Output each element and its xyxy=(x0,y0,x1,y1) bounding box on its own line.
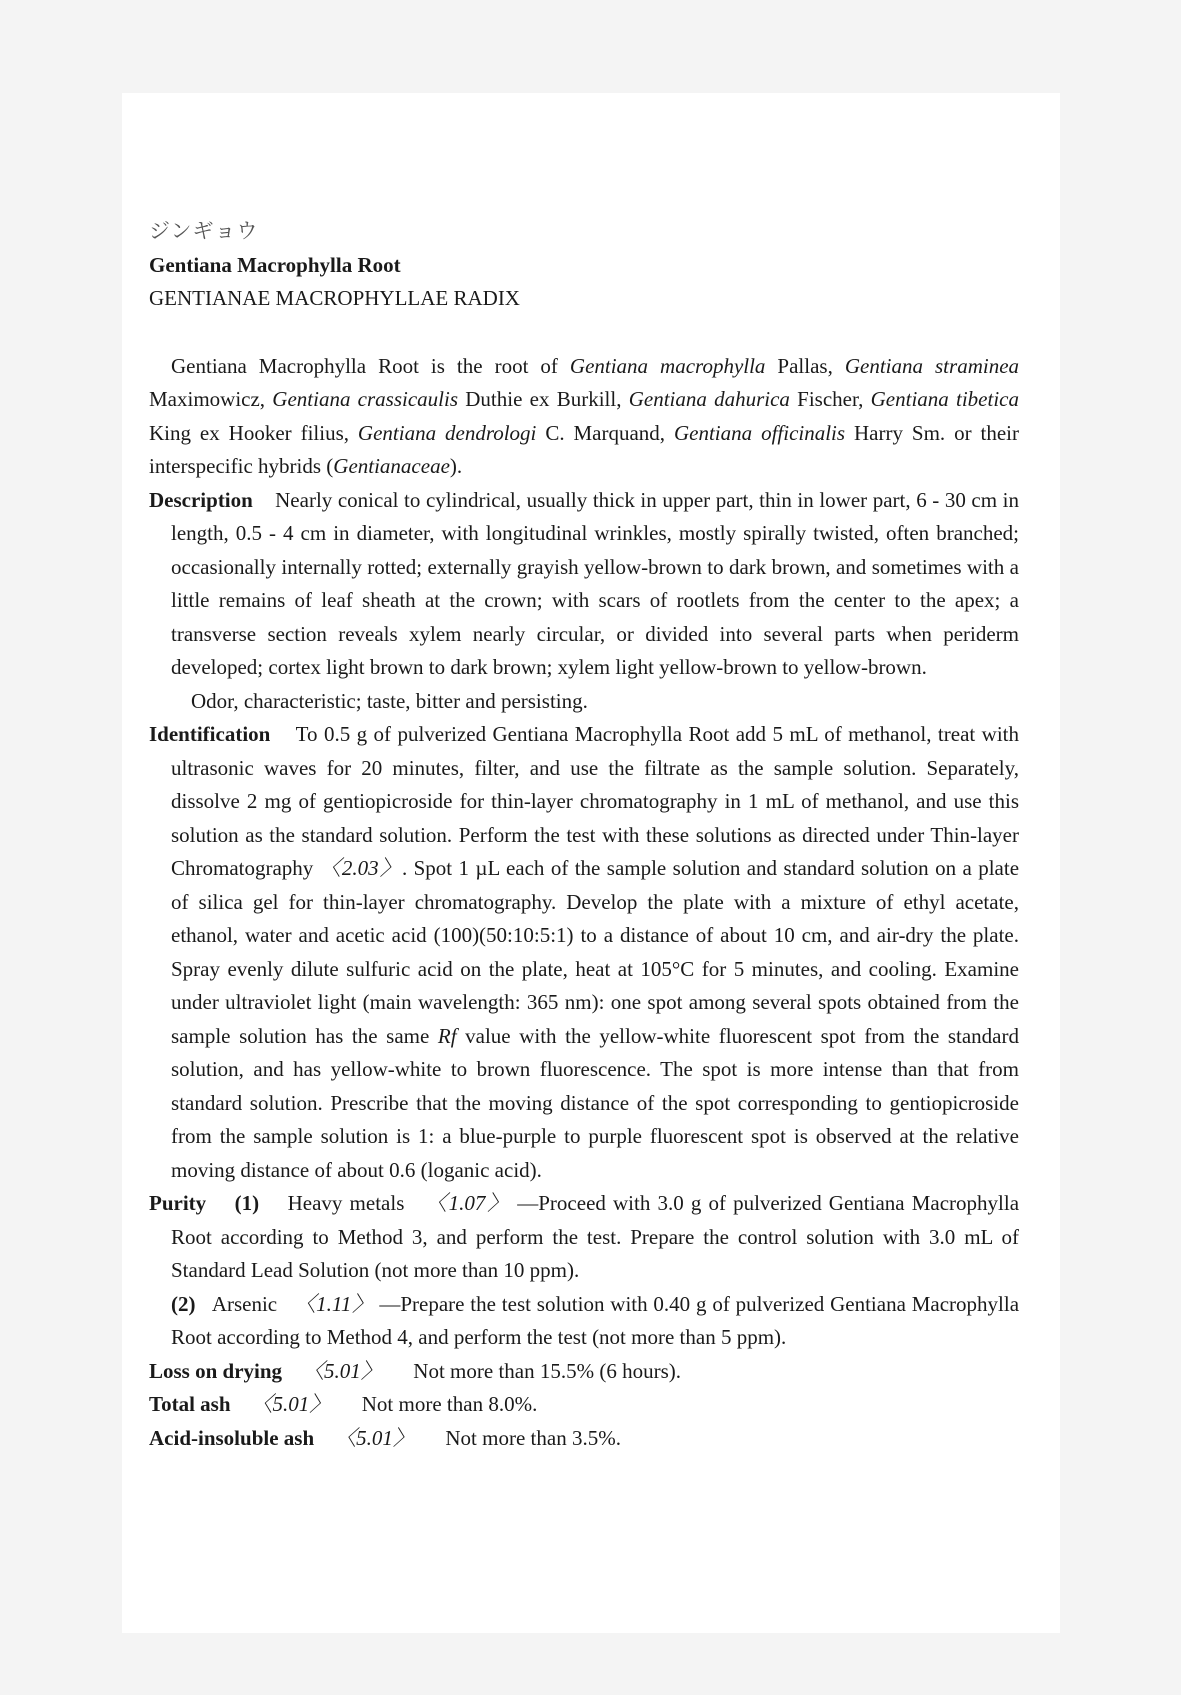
species-name: Gentiana officinalis xyxy=(673,420,846,445)
purity-section xyxy=(149,1187,1019,1288)
loss-on-drying-section xyxy=(149,1355,1019,1389)
intro-text: King ex Hooker filius, xyxy=(149,420,358,445)
intro-text: Harry Sm. or their interspecific hybrids ( xyxy=(149,420,1019,478)
species-name: Gentiana straminea xyxy=(844,353,1020,378)
item-number: (1) xyxy=(234,1191,260,1215)
species-name: Gentiana macrophylla xyxy=(569,353,766,378)
description-text: Nearly conical to cylindrical, usually thick in upper part, thin in lower part, 6 - 30 cm in length, 0.5 - 4 cm in diameter, with longitudinal wrinkles, mostly spirally twisted, often branched; occasionally internally rotted; externally grayish yellow-brown to dark brown, and sometimes with a little remains of leaf sheath at the crown; with scars of rootlets from the center to the apex; a transverse section reveals xylem nearly circular, or divided into several parts when periderm developed; cortex light brown to dark brown; xylem light yellow-brown to yellow-brown. xyxy=(171,487,1019,679)
document-page xyxy=(122,93,1060,1633)
species-name: Gentiana dendrologi xyxy=(357,420,537,445)
section-heading: Description xyxy=(149,487,253,512)
species-name: Gentiana tibetica xyxy=(870,387,1019,411)
total-ash-section xyxy=(149,1388,1019,1422)
general-test-reference: 〈5.01〉 xyxy=(303,1358,382,1383)
general-test-reference: 〈5.01〉 xyxy=(335,1425,414,1450)
origin-paragraph xyxy=(149,350,1019,484)
intro-text: C. Marquand, xyxy=(536,420,674,445)
limit-text: Not more than 8.0%. xyxy=(361,1392,538,1416)
species-name: Gentiana crassicaulis xyxy=(272,387,459,411)
identification-section xyxy=(149,718,1019,1187)
general-test-reference: 〈5.01〉 xyxy=(251,1392,331,1416)
intro-text: Fischer, xyxy=(789,387,871,411)
description-section xyxy=(149,484,1019,685)
purity-item-2 xyxy=(149,1288,1019,1355)
identification-text: . Spot 1 µL each of the sample solution and standard solution on a plate of silica gel for thin-layer chromatography. Develop the plate with a mixture of ethyl acetate, ethanol, water and acetic acid (100)(50:10:5:1) to a distance of about 10 cm, and air-dry the plate. Spray evenly dilute sulfuric acid on the plate, heat at 105°C for 5 minutes, and cooling. Examine under ultraviolet light (main wavelength: 365 nm): one spot among several spots obtained from the sample solution has the same xyxy=(171,856,1020,1048)
species-name: Gentiana dahurica xyxy=(628,387,790,411)
title-latin: GENTIANAE MACROPHYLLAE RADIX xyxy=(149,286,520,310)
purity-text: —Proceed with 3.0 g of pulverized Gentiana Macrophylla Root according to Method 3, and perform the test. Prepare the control solution with 3.0 mL of Standard Lead Solution (not more than 10 ppm). xyxy=(171,1191,1020,1282)
acid-insoluble-ash-section xyxy=(149,1422,1019,1456)
monograph xyxy=(149,215,1019,1455)
item-number: (2) xyxy=(171,1291,196,1316)
rf-symbol: Rf xyxy=(437,1023,457,1048)
section-heading: Identification xyxy=(149,722,271,746)
section-heading: Loss on drying xyxy=(149,1358,283,1383)
limit-text: Not more than 15.5% (6 hours). xyxy=(413,1358,681,1383)
title-japanese: ジンギョウ xyxy=(149,219,259,243)
intro-text: ). xyxy=(449,454,463,478)
odor-line: Odor, characteristic; taste, bitter and persisting. xyxy=(191,688,588,713)
general-test-reference: 〈2.03〉 xyxy=(319,856,402,880)
identification-text: To 0.5 g of pulverized Gentiana Macrophylla Root add 5 mL of methanol, treat with ultrasonic waves for 20 minutes, filter, and use the filtrate as the sample solution. Separately, dissolve 2 mg of gentiopicroside for thin-layer chromatography in 1 mL of methanol, and use this solution as the standard solution. Perform the test with these solutions as directed under Thin-layer Chromatography xyxy=(171,722,1019,880)
intro-text: Maximowicz, xyxy=(149,387,273,411)
general-test-reference: 〈1.07〉 xyxy=(425,1191,511,1215)
section-heading: Total ash xyxy=(149,1392,231,1416)
intro-text: Gentiana Macrophylla Root is the root of xyxy=(171,353,570,378)
section-heading: Acid-insoluble ash xyxy=(149,1425,315,1450)
title-english: Gentiana Macrophylla Root xyxy=(149,252,401,277)
identification-text: value with the yellow-white fluorescent spot from the standard solution, and has yellow-white to brown fluorescence. The spot is more intense than that from standard solution. Prescribe that the moving distance of the spot corresponding to gentiopicroside from the sample solution is 1: a blue-purple to purple fluorescent spot is observed at the relative moving distance of about 0.6 (loganic acid). xyxy=(171,1023,1019,1182)
family-name: Gentianaceae xyxy=(333,454,450,478)
test-name: Arsenic xyxy=(211,1291,278,1316)
intro-text: Duthie ex Burkill, xyxy=(458,387,629,411)
section-heading: Purity xyxy=(149,1191,207,1215)
purity-text: —Prepare the test solution with 0.40 g of pulverized Gentiana Macrophylla Root according to Method 4, and perform the test (not more than 5 ppm). xyxy=(171,1291,1020,1349)
intro-text: Pallas, xyxy=(765,353,845,378)
spacer xyxy=(149,316,1019,350)
test-name: Heavy metals xyxy=(287,1191,405,1215)
general-test-reference: 〈1.11〉 xyxy=(294,1291,374,1316)
limit-text: Not more than 3.5%. xyxy=(445,1425,621,1450)
